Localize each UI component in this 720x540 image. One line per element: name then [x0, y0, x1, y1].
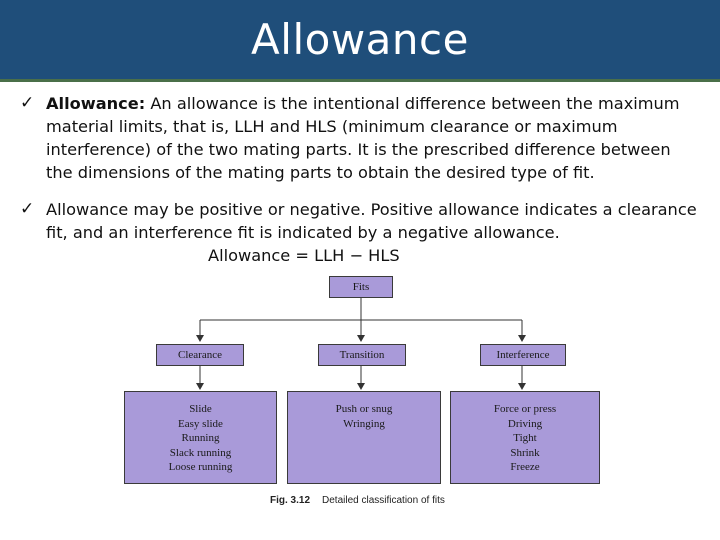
- term-label: Allowance:: [46, 94, 146, 113]
- clearance-list: [124, 391, 277, 484]
- list-item: Tight: [513, 432, 537, 444]
- transition-box: Transition: [318, 344, 406, 366]
- sign-text: Allowance may be positive or negative. Positive allowance indicates a clearance fit, and an interference fit is indicated by a negative allowance.: [46, 200, 697, 242]
- figure-caption: [270, 495, 445, 506]
- list-item: Easy slide: [178, 417, 223, 430]
- formula: Allowance = LLH − HLS: [208, 246, 400, 265]
- checkmark-icon: ✓: [20, 93, 35, 113]
- slide-title: Allowance: [251, 15, 469, 64]
- list-item: Running: [181, 432, 220, 444]
- list-item: Slide: [189, 403, 212, 415]
- bullet-definition: [18, 92, 702, 184]
- checkmark-icon: ✓: [20, 199, 35, 219]
- figure-number: Fig. 3.12: [270, 495, 311, 506]
- list-item: Shrink: [510, 446, 540, 459]
- list-item: Driving: [507, 417, 543, 430]
- list-item: Loose running: [168, 461, 233, 473]
- list-item: Wringing: [343, 417, 385, 430]
- bullet-list: [18, 92, 702, 267]
- list-item: Slack running: [169, 446, 232, 459]
- interference-list: [450, 391, 600, 484]
- list-item: Force or press: [493, 403, 557, 415]
- figure-caption-text: Detailed classification of fits: [322, 495, 445, 506]
- title-bar: [0, 0, 720, 82]
- clearance-box: Clearance: [156, 344, 244, 366]
- transition-list: [287, 391, 441, 484]
- definition-text: An allowance is the intentional difference between the maximum material limits, that is, LLH and HLS (minimum clearance or maximum interference) of the two mating parts. It is the prescribed difference between the dimensions of the mating parts to obtain the desired type of fit.: [46, 94, 680, 182]
- list-item: Freeze: [510, 461, 540, 473]
- fits-box: Fits: [329, 276, 393, 298]
- interference-box: Interference: [480, 344, 566, 366]
- list-item: Push or snug: [335, 403, 393, 415]
- bullet-sign: [18, 198, 702, 267]
